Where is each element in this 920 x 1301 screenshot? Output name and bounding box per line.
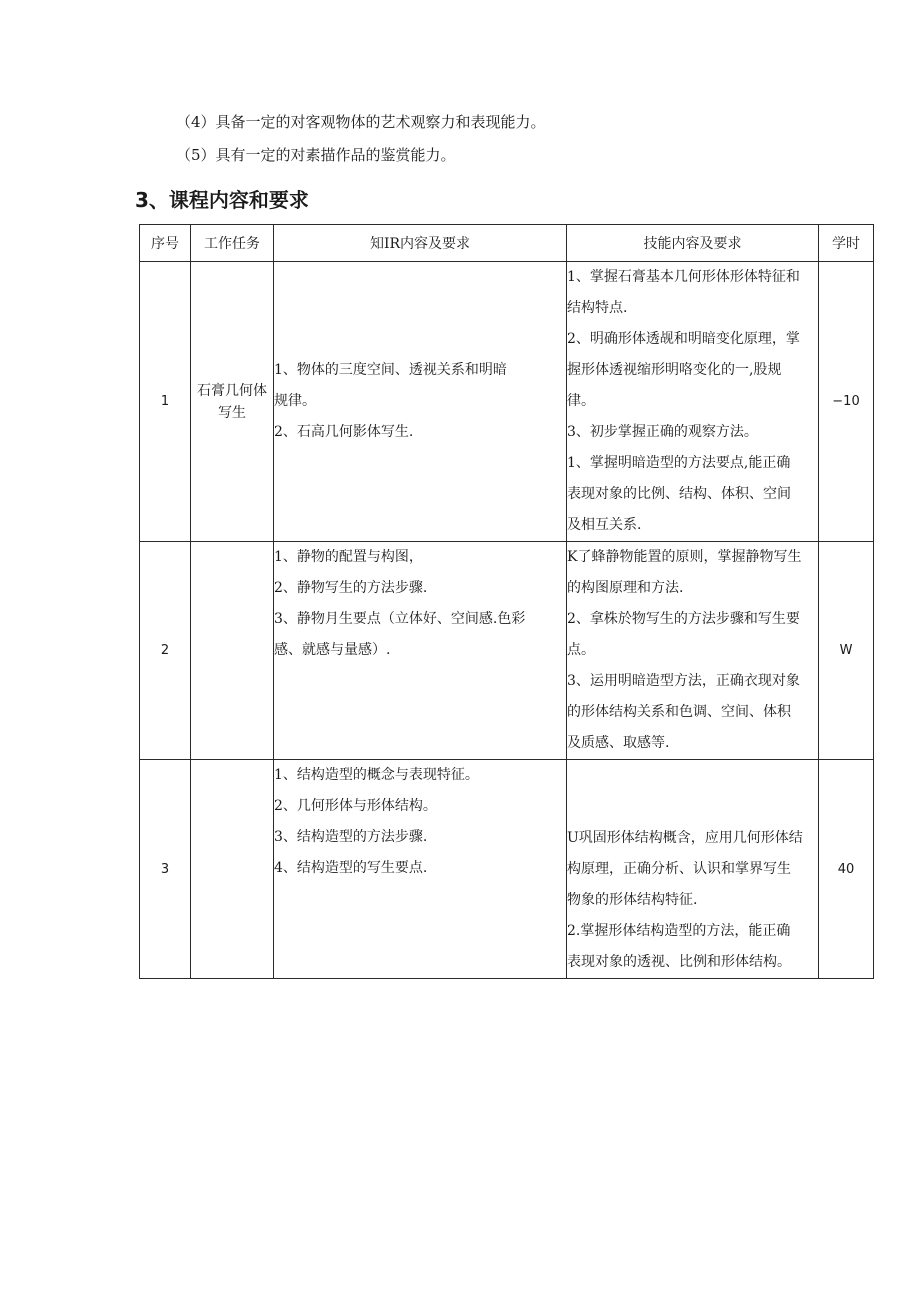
objective-item-4: （4）具备一定的对客观物体的艺术观察力和表现能力。 xyxy=(176,113,546,131)
skill-line: 律。 xyxy=(567,393,595,409)
skill-line: 1、掌握石膏基本几何形体形体特征和 xyxy=(567,269,800,285)
skill-line: 1、掌握明暗造型的方法要点,能正确 xyxy=(567,455,791,471)
knowledge-line: 1、静物的配置与构图， xyxy=(274,549,423,565)
skill-line: 结构特点. xyxy=(567,300,628,316)
row-hours: −10 xyxy=(819,262,874,542)
header-knowledge: 知IR内容及要求 xyxy=(274,225,567,262)
row-hours: W xyxy=(819,542,874,760)
row-task xyxy=(191,760,274,979)
task-line: 石膏几何体 xyxy=(197,382,267,399)
header-hours: 学时 xyxy=(819,225,874,262)
skill-line: K了蜂静物能置的原则，掌握静物写生 xyxy=(567,549,802,565)
knowledge-line: 2、几何形体与形体结构。 xyxy=(274,798,437,814)
row-knowledge xyxy=(274,760,567,979)
row-task xyxy=(191,262,274,542)
course-content-table xyxy=(139,224,874,979)
skill-line: 的形体结构关系和色调、空间、体积 xyxy=(567,704,791,720)
row-seq: 3 xyxy=(140,760,191,979)
skill-line: 及质感、取感等. xyxy=(567,735,670,751)
skill-line: 点。 xyxy=(567,642,595,658)
knowledge-line: 1、物体的三度空间、透视关系和明暗 xyxy=(274,362,507,378)
row-task xyxy=(191,542,274,760)
table-row xyxy=(140,760,874,979)
skill-line: 3、初步掌握正确的观察方法。 xyxy=(567,424,758,440)
header-seq: 序号 xyxy=(140,225,191,262)
task-line: 写生 xyxy=(218,404,246,421)
skill-line: 构原理，正确分析、认识和掌界写生 xyxy=(567,861,791,877)
knowledge-line: 4、结构造型的写生要点. xyxy=(274,860,428,876)
knowledge-line: 2、石高几何影体写生. xyxy=(274,424,414,440)
skill-line: 握形体透视缩形明咯变化的一,股规 xyxy=(567,362,782,378)
row-skill xyxy=(567,760,819,979)
skill-line: U巩固形体结构概含，应用几何形体结 xyxy=(567,830,803,846)
table-header-row xyxy=(140,225,874,262)
skill-line: 表现对象的透视、比例和形体结构。 xyxy=(567,954,791,970)
row-seq: 1 xyxy=(140,262,191,542)
row-knowledge xyxy=(274,262,567,542)
skill-line: 2.掌握形体结构造型的方法，能正确 xyxy=(567,923,791,939)
row-seq: 2 xyxy=(140,542,191,760)
row-hours: 40 xyxy=(819,760,874,979)
skill-line: 物象的形体结构特征. xyxy=(567,892,698,908)
knowledge-line: 感、就感与量感）. xyxy=(274,642,391,658)
knowledge-line: 3、静物月生要点（立体好、空间感.色彩 xyxy=(274,611,526,627)
section-heading: 3、课程内容和要求 xyxy=(135,188,309,212)
skill-line: 及相互关系. xyxy=(567,517,642,533)
knowledge-line: 2、静物写生的方法步骤. xyxy=(274,580,428,596)
header-task: 工作任务 xyxy=(191,225,274,262)
knowledge-line: 3、结构造型的方法步骤. xyxy=(274,829,428,845)
knowledge-line: 规律。 xyxy=(274,393,316,409)
skill-line: 2、明确形体透觇和明暗变化原理，掌 xyxy=(567,331,800,347)
knowledge-line: 1、结构造型的概念与表现特征。 xyxy=(274,767,479,783)
row-skill xyxy=(567,542,819,760)
objective-item-5: （5）具有一定的对素描作品的鉴赏能力。 xyxy=(176,146,456,164)
skill-line: 3、运用明暗造型方法，正确衣现对象 xyxy=(567,673,800,689)
table-row xyxy=(140,542,874,760)
row-skill xyxy=(567,262,819,542)
skill-line: 表现对象的比例、结构、体积、空间 xyxy=(567,486,791,502)
table-row xyxy=(140,262,874,542)
row-knowledge xyxy=(274,542,567,760)
skill-line: 的构图原理和方法. xyxy=(567,580,684,596)
skill-line: 2、拿株於物写生的方法步骤和写生要 xyxy=(567,611,800,627)
header-skill: 技能内容及要求 xyxy=(567,225,819,262)
